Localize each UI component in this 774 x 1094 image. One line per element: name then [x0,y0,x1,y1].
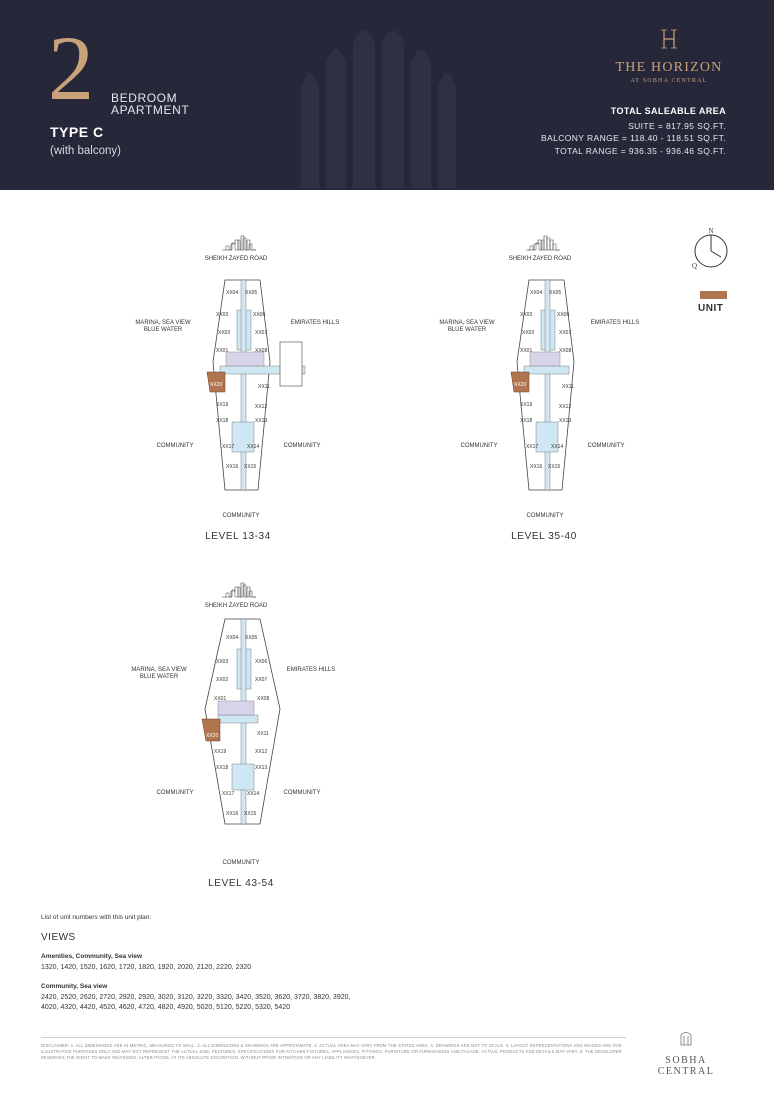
svg-text:XX06: XX06 [253,312,266,318]
view-group-2-units-line2: 4020, 4320, 4420, 4520, 4620, 4720, 4820, 4920, 5020, 5120, 5220, 5320, 5420 [41,1004,291,1011]
skyline-icon [223,232,259,252]
skyline-icon [526,232,562,252]
svg-text:XX11: XX11 [257,731,269,737]
svg-text:XX17: XX17 [526,444,539,450]
the-horizon-logo: THE HORIZON AT SOBHA CENTRAL [606,28,732,84]
compass-icon [688,226,734,272]
bedroom-apartment-label: BEDROOM APARTMENT [111,91,190,117]
sobha-central-logo: SOBHA CENTRAL [640,1030,732,1077]
floor-plan-drawing [130,579,380,899]
balcony-note: (with balcony) [50,145,121,157]
sobha-building-icon [679,1030,693,1046]
svg-text:XX07: XX07 [559,330,572,336]
floor-plan-level-13-34 [130,232,380,552]
svg-text:XX06: XX06 [255,659,268,665]
floor-plan-drawing [130,232,380,552]
svg-text:XX18: XX18 [216,765,229,771]
svg-text:XX12: XX12 [255,749,268,755]
svg-text:XX20: XX20 [514,382,527,388]
bedroom-count: 2 [48,17,94,119]
svg-text:XX17: XX17 [222,444,235,450]
label-marina-sea-view: MARINA, SEA VIEW BLUE WATER [131,667,187,680]
svg-text:XX17: XX17 [222,791,235,797]
svg-text:XX02: XX02 [522,330,535,336]
label-marina-sea-view: MARINA, SEA VIEW BLUE WATER [439,320,495,333]
svg-text:XX18: XX18 [216,418,229,424]
view-group-2-title: Community, Sea view [41,983,108,990]
label-sheikh-zayed-road: SHEIKH ZAYED ROAD [204,256,268,262]
svg-text:XX14: XX14 [247,791,260,797]
view-group-1-units: 1320, 1420, 1520, 1620, 1720, 1820, 1920, 2020, 2120, 2220, 2320 [41,964,252,971]
svg-text:XX07: XX07 [255,330,268,336]
views-heading: VIEWS [41,932,76,943]
svg-text:XX08: XX08 [257,696,270,702]
svg-text:XX19: XX19 [520,402,533,408]
svg-text:XX02: XX02 [216,677,229,683]
label-community-bottom: COMMUNITY [222,513,260,519]
view-group-2-units-line1: 2420, 2520, 2620, 2720, 2920, 2920, 3020, 3120, 3220, 3320, 3420, 3520, 3620, 3720, 3820, 3920, [41,994,351,1001]
svg-text:XX01: XX01 [216,348,229,354]
label-community-right: COMMUNITY [283,443,321,449]
svg-text:XX19: XX19 [216,402,229,408]
svg-text:XX03: XX03 [216,312,229,318]
level-label-35-40: LEVEL 35-40 [511,531,577,542]
svg-text:XX13: XX13 [559,418,572,424]
label-community-right: COMMUNITY [283,790,321,796]
unit-legend-label: UNIT [698,303,724,314]
svg-text:Q: Q [692,262,698,270]
svg-text:XX11: XX11 [562,384,574,390]
floor-plan-drawing [434,232,674,552]
label-community-bottom: COMMUNITY [526,513,564,519]
label-community-left: COMMUNITY [460,443,498,449]
disclaimer-text: DISCLAIMER: 1. ALL DIMENSIONS ARE IN METRIC, MEASURED TO WALL. 2. ALL DIMENSIONS & DRAWINGS ARE APPROXIMATE. 3. ACTUAL AREA MAY VARY FROM THE STATED AREA. 4. DRAWINGS ARE NOT TO SCALE. 5. LAYOUT REPRESENTATIONS AND IMAGES ARE FOR ILLUSTRATIVE PURPOSES ONLY AND MAY NOT REPRESENT THE ACTUAL SIZE, FEATURES, SPECIFICATIONS FOR KITCHEN FIXTURES, APPLIANCES, FITTINGS, FURNITURE OR FURNISHINGS AND FACADE. ACTUAL PRODUCTS AND DETAILS MAY VARY. 6. THE DEVELOPER RESERVES THE RIGHT TO MAKE REVISIONS, ALTERATIONS, AT ITS ABSOLUTE DISCRETION, WITHOUT PRIOR INTIMATION OR ANY LIABILITY WHATSOEVER. [41,1043,622,1060]
footer-divider [41,1037,626,1038]
label-emirates-hills: EMIRATES HILLS [290,320,340,326]
label-emirates-hills: EMIRATES HILLS [590,320,640,326]
label-marina-sea-view: MARINA, SEA VIEW BLUE WATER [135,320,191,333]
svg-text:XX16: XX16 [226,811,239,817]
svg-text:XX04: XX04 [226,635,239,641]
view-group-1-title: Amenities, Community, Sea view [41,953,143,960]
svg-text:XX11: XX11 [258,384,270,390]
svg-text:XX03: XX03 [216,659,229,665]
svg-text:XX06: XX06 [557,312,570,318]
floor-plan-level-43-54 [130,579,380,899]
skyline-icon [223,579,259,599]
level-label-43-54: LEVEL 43-54 [208,878,274,889]
svg-text:N: N [708,227,714,235]
floor-plan-level-35-40 [434,232,674,552]
svg-text:XX01: XX01 [520,348,533,354]
svg-text:XX12: XX12 [255,404,268,410]
svg-text:XX18: XX18 [520,418,533,424]
label-emirates-hills: EMIRATES HILLS [286,667,336,673]
horizon-h-icon [606,28,732,54]
svg-text:XX02: XX02 [218,330,231,336]
label-sheikh-zayed-road: SHEIKH ZAYED ROAD [204,603,268,609]
svg-text:XX08: XX08 [255,348,268,354]
svg-text:XX13: XX13 [255,418,268,424]
tower-pillars-graphic [296,18,466,188]
svg-text:XX05: XX05 [245,290,258,296]
header-banner [0,0,774,190]
saleable-area-block: TOTAL SALEABLE AREA SUITE = 817.95 SQ.FT. BALCONY RANGE = 118.40 - 118.51 SQ.FT. TOTAL RANGE = 936.35 - 936.46 SQ.FT. [540,106,726,156]
label-community-bottom: COMMUNITY [222,860,260,866]
svg-text:XX20: XX20 [210,382,223,388]
svg-text:XX03: XX03 [520,312,533,318]
svg-text:XX15: XX15 [548,464,561,470]
label-community-left: COMMUNITY [156,443,194,449]
svg-text:XX01: XX01 [214,696,227,702]
label-community-right: COMMUNITY [587,443,625,449]
label-community-left: COMMUNITY [156,790,194,796]
svg-text:XX05: XX05 [549,290,562,296]
svg-text:XX14: XX14 [247,444,260,450]
label-sheikh-zayed-road: SHEIKH ZAYED ROAD [508,256,572,262]
svg-text:XX08: XX08 [559,348,572,354]
unit-legend-swatch [700,291,727,299]
level-label-13-34: LEVEL 13-34 [205,531,271,542]
svg-text:XX14: XX14 [551,444,564,450]
svg-text:XX16: XX16 [226,464,239,470]
svg-text:XX07: XX07 [255,677,268,683]
svg-text:XX15: XX15 [244,464,257,470]
svg-text:XX16: XX16 [530,464,543,470]
apartment-type: TYPE C [50,124,104,140]
unit-list-title: List of unit numbers with this unit plan: [41,914,152,921]
svg-text:XX13: XX13 [255,765,268,771]
svg-text:XX04: XX04 [226,290,239,296]
svg-text:XX20: XX20 [206,733,219,739]
svg-text:XX05: XX05 [245,635,258,641]
svg-text:XX19: XX19 [214,749,227,755]
svg-text:XX12: XX12 [559,404,572,410]
svg-text:XX15: XX15 [244,811,257,817]
svg-text:XX04: XX04 [530,290,543,296]
